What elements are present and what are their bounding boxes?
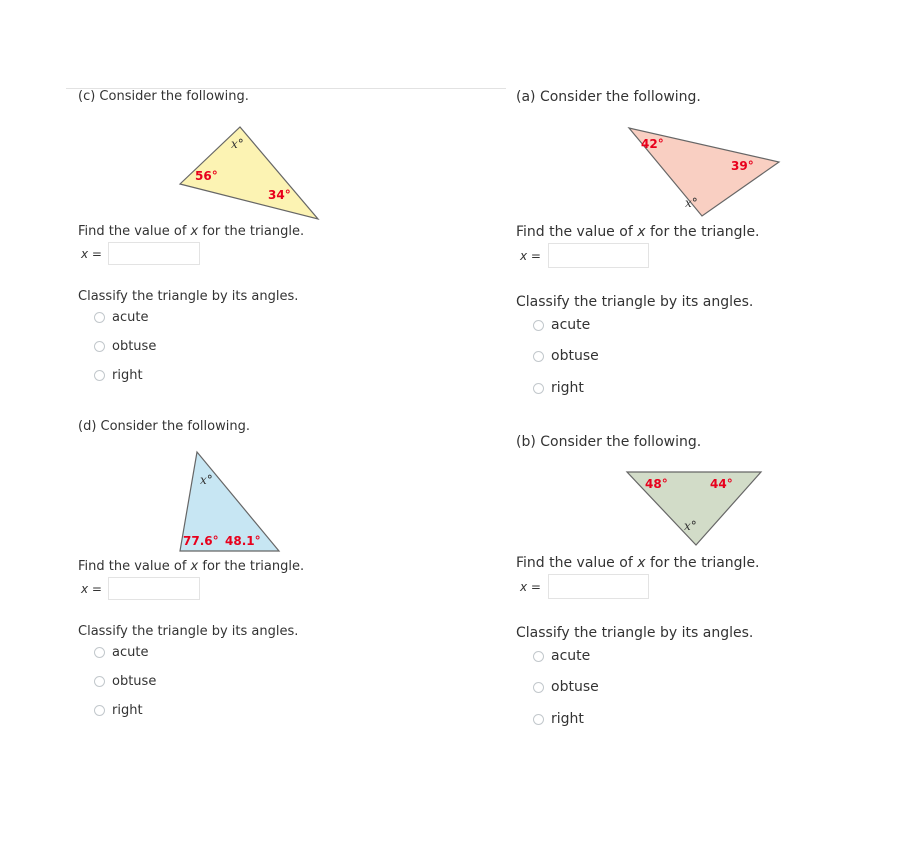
problem-d-option-acute[interactable] [94,645,148,660]
option-label: right [112,703,143,718]
problem-d-answer-input[interactable] [108,577,200,600]
option-label: acute [551,648,591,664]
problem-b-find-text [516,555,760,571]
triangle-b-figure [622,468,766,548]
problem-c-option-obtuse[interactable] [94,339,156,354]
problem-b-classify-prompt: Classify the triangle by its angles. [516,625,754,641]
x-equals: = [527,580,541,594]
radio-button[interactable] [94,341,105,352]
radio-button[interactable] [94,370,105,381]
x-equals: = [88,582,102,596]
radio-button[interactable] [94,676,105,687]
triangle-a-angle-1: 42° [641,137,664,151]
problem-b-heading: (b) Consider the following. [516,434,702,450]
triangle-b-angle-1: 48° [645,477,668,491]
option-label: obtuse [551,679,599,695]
problem-c-x-label [81,247,102,261]
radio-button[interactable] [533,351,544,362]
option-label: acute [112,310,149,325]
option-label: acute [551,317,591,333]
problem-a-option-obtuse[interactable] [533,348,599,364]
option-label: right [112,368,143,383]
problem-c-classify-prompt: Classify the triangle by its angles. [78,289,299,304]
triangle-d-figure [178,448,288,558]
problem-a-option-right[interactable] [533,380,584,396]
x-equals: = [88,247,102,261]
problem-c-option-acute[interactable] [94,310,148,325]
option-label: obtuse [112,339,157,354]
x-variable: x [520,580,528,594]
problem-a-classify-prompt: Classify the triangle by its angles. [516,294,754,310]
problem-a-x-label [520,249,541,263]
problem-c-find-text [78,224,304,239]
option-label: acute [112,645,149,660]
problem-b-option-acute[interactable] [533,648,590,664]
problem-d-find-text [78,559,304,574]
triangle-a-unknown-label: x° [685,196,698,210]
problem-a-heading: (a) Consider the following. [516,89,701,105]
problem-c-answer-input[interactable] [108,242,200,265]
radio-button[interactable] [533,320,544,331]
problem-d-x-label [81,582,102,596]
problem-a-find-text [516,224,760,240]
radio-button[interactable] [533,714,544,725]
triangle-c-figure [175,124,325,224]
triangle-c-unknown-label: x° [231,137,244,151]
triangle-d-angle-2: 48.1° [225,534,261,548]
radio-button[interactable] [533,383,544,394]
problem-c-heading: (c) Consider the following. [78,89,249,104]
triangle-c-angle-2: 34° [268,188,291,202]
triangle-b-unknown-label: x° [684,519,697,533]
triangle-a-figure [624,123,786,218]
triangle-d-angle-1: 77.6° [183,534,219,548]
x-variable: x [81,582,89,596]
find-variable: x [190,559,199,574]
x-variable: x [81,247,89,261]
find-prefix: Find the value of [78,559,191,574]
problem-b-answer-input[interactable] [548,574,649,599]
x-equals: = [527,249,541,263]
triangle-c-angle-1: 56° [195,169,218,183]
find-variable: x [190,224,199,239]
problem-d-option-right[interactable] [94,703,143,718]
radio-button[interactable] [533,651,544,662]
radio-button[interactable] [533,682,544,693]
problem-b-option-right[interactable] [533,711,584,727]
option-label: obtuse [551,348,599,364]
problem-b-option-obtuse[interactable] [533,679,599,695]
radio-button[interactable] [94,705,105,716]
problem-b-x-label [520,580,541,594]
problem-a-answer-input[interactable] [548,243,649,268]
option-label: right [551,711,584,727]
triangle-b-angle-2: 44° [710,477,733,491]
find-suffix: for the triangle. [645,555,760,571]
problem-d-heading: (d) Consider the following. [78,419,250,434]
problem-a-option-acute[interactable] [533,317,590,333]
find-variable: x [637,555,646,571]
find-variable: x [637,224,646,240]
x-variable: x [520,249,528,263]
find-suffix: for the triangle. [198,559,305,574]
radio-button[interactable] [94,312,105,323]
find-prefix: Find the value of [516,224,638,240]
find-suffix: for the triangle. [198,224,305,239]
triangle-a-angle-2: 39° [731,159,754,173]
find-prefix: Find the value of [78,224,191,239]
find-prefix: Find the value of [516,555,638,571]
problem-d-option-obtuse[interactable] [94,674,156,689]
problem-d-classify-prompt: Classify the triangle by its angles. [78,624,299,639]
find-suffix: for the triangle. [645,224,760,240]
triangle-d-unknown-label: x° [200,473,213,487]
option-label: right [551,380,584,396]
option-label: obtuse [112,674,157,689]
radio-button[interactable] [94,647,105,658]
problem-c-option-right[interactable] [94,368,143,383]
